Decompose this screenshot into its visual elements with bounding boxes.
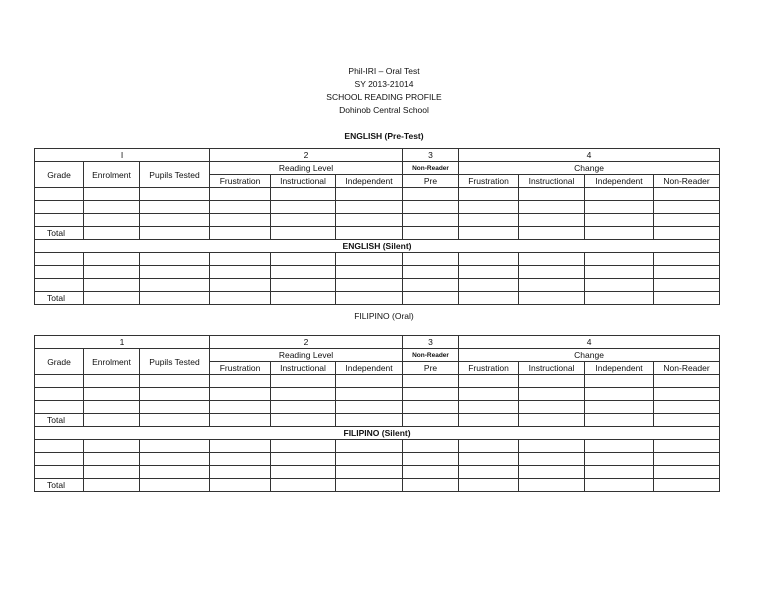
change-non-reader-header: Non-Reader xyxy=(654,175,720,188)
filipino-profile-table xyxy=(34,335,720,492)
silent-title-row xyxy=(35,240,720,253)
change-header: Change xyxy=(459,349,720,362)
table-row xyxy=(35,440,720,453)
change-header: Change xyxy=(459,162,720,175)
table-row xyxy=(35,401,720,414)
grade-header: Grade xyxy=(35,349,84,375)
table-subgroup-row xyxy=(35,349,720,362)
change-non-reader-header: Non-Reader xyxy=(654,362,720,375)
group-3-header: 3 xyxy=(403,336,459,349)
filipino-section-title: FILIPINO (Oral) xyxy=(354,311,414,321)
table-group-row xyxy=(35,149,720,162)
total-row xyxy=(35,414,720,427)
change-independent-header: Independent xyxy=(585,175,654,188)
group-2-header: 2 xyxy=(210,149,403,162)
frustration-header: Frustration xyxy=(210,175,271,188)
table-row xyxy=(35,201,720,214)
non-reader-header: Non-Reader xyxy=(403,162,459,175)
change-instructional-header: Instructional xyxy=(519,362,585,375)
group-4-header: 4 xyxy=(459,149,720,162)
header-test-title: Phil-IRI – Oral Test xyxy=(348,66,420,76)
total-label: Total xyxy=(35,414,84,427)
independent-header: Independent xyxy=(336,362,403,375)
independent-header: Independent xyxy=(336,175,403,188)
group-3-header: 3 xyxy=(403,149,459,162)
silent-title-row xyxy=(35,427,720,440)
change-frustration-header: Frustration xyxy=(459,175,519,188)
reading-level-header: Reading Level xyxy=(210,349,403,362)
non-reader-header: Non-Reader xyxy=(403,349,459,362)
pupils-tested-header: Pupils Tested xyxy=(140,162,210,188)
group-1-header: I xyxy=(35,149,210,162)
total-row xyxy=(35,479,720,492)
change-instructional-header: Instructional xyxy=(519,175,585,188)
change-frustration-header: Frustration xyxy=(459,362,519,375)
table-row xyxy=(35,375,720,388)
pre-header: Pre xyxy=(403,175,459,188)
english-silent-title: ENGLISH (Silent) xyxy=(35,240,720,253)
header-school-year: SY 2013-21014 xyxy=(354,79,414,89)
document-header xyxy=(0,65,768,117)
enrolment-header: Enrolment xyxy=(84,349,140,375)
instructional-header: Instructional xyxy=(271,175,336,188)
group-2-header: 2 xyxy=(210,336,403,349)
total-row xyxy=(35,292,720,305)
table-row xyxy=(35,388,720,401)
group-1-header: 1 xyxy=(35,336,210,349)
group-4-header: 4 xyxy=(459,336,720,349)
instructional-header: Instructional xyxy=(271,362,336,375)
table-row xyxy=(35,253,720,266)
change-independent-header: Independent xyxy=(585,362,654,375)
table-row xyxy=(35,453,720,466)
total-label: Total xyxy=(35,292,84,305)
table-row xyxy=(35,279,720,292)
pupils-tested-header: Pupils Tested xyxy=(140,349,210,375)
header-profile-title: SCHOOL READING PROFILE xyxy=(326,92,442,102)
pre-header: Pre xyxy=(403,362,459,375)
header-school-name: Dohinob Central School xyxy=(339,105,429,115)
table-row xyxy=(35,188,720,201)
table-row xyxy=(35,214,720,227)
reading-level-header: Reading Level xyxy=(210,162,403,175)
table-row xyxy=(35,266,720,279)
english-profile-table xyxy=(34,148,720,305)
enrolment-header: Enrolment xyxy=(84,162,140,188)
total-label: Total xyxy=(35,479,84,492)
total-label: Total xyxy=(35,227,84,240)
table-subgroup-row xyxy=(35,162,720,175)
frustration-header: Frustration xyxy=(210,362,271,375)
grade-header: Grade xyxy=(35,162,84,188)
table-group-row xyxy=(35,336,720,349)
table-row xyxy=(35,466,720,479)
total-row xyxy=(35,227,720,240)
filipino-silent-title: FILIPINO (Silent) xyxy=(35,427,720,440)
english-section-title: ENGLISH (Pre-Test) xyxy=(344,131,424,141)
